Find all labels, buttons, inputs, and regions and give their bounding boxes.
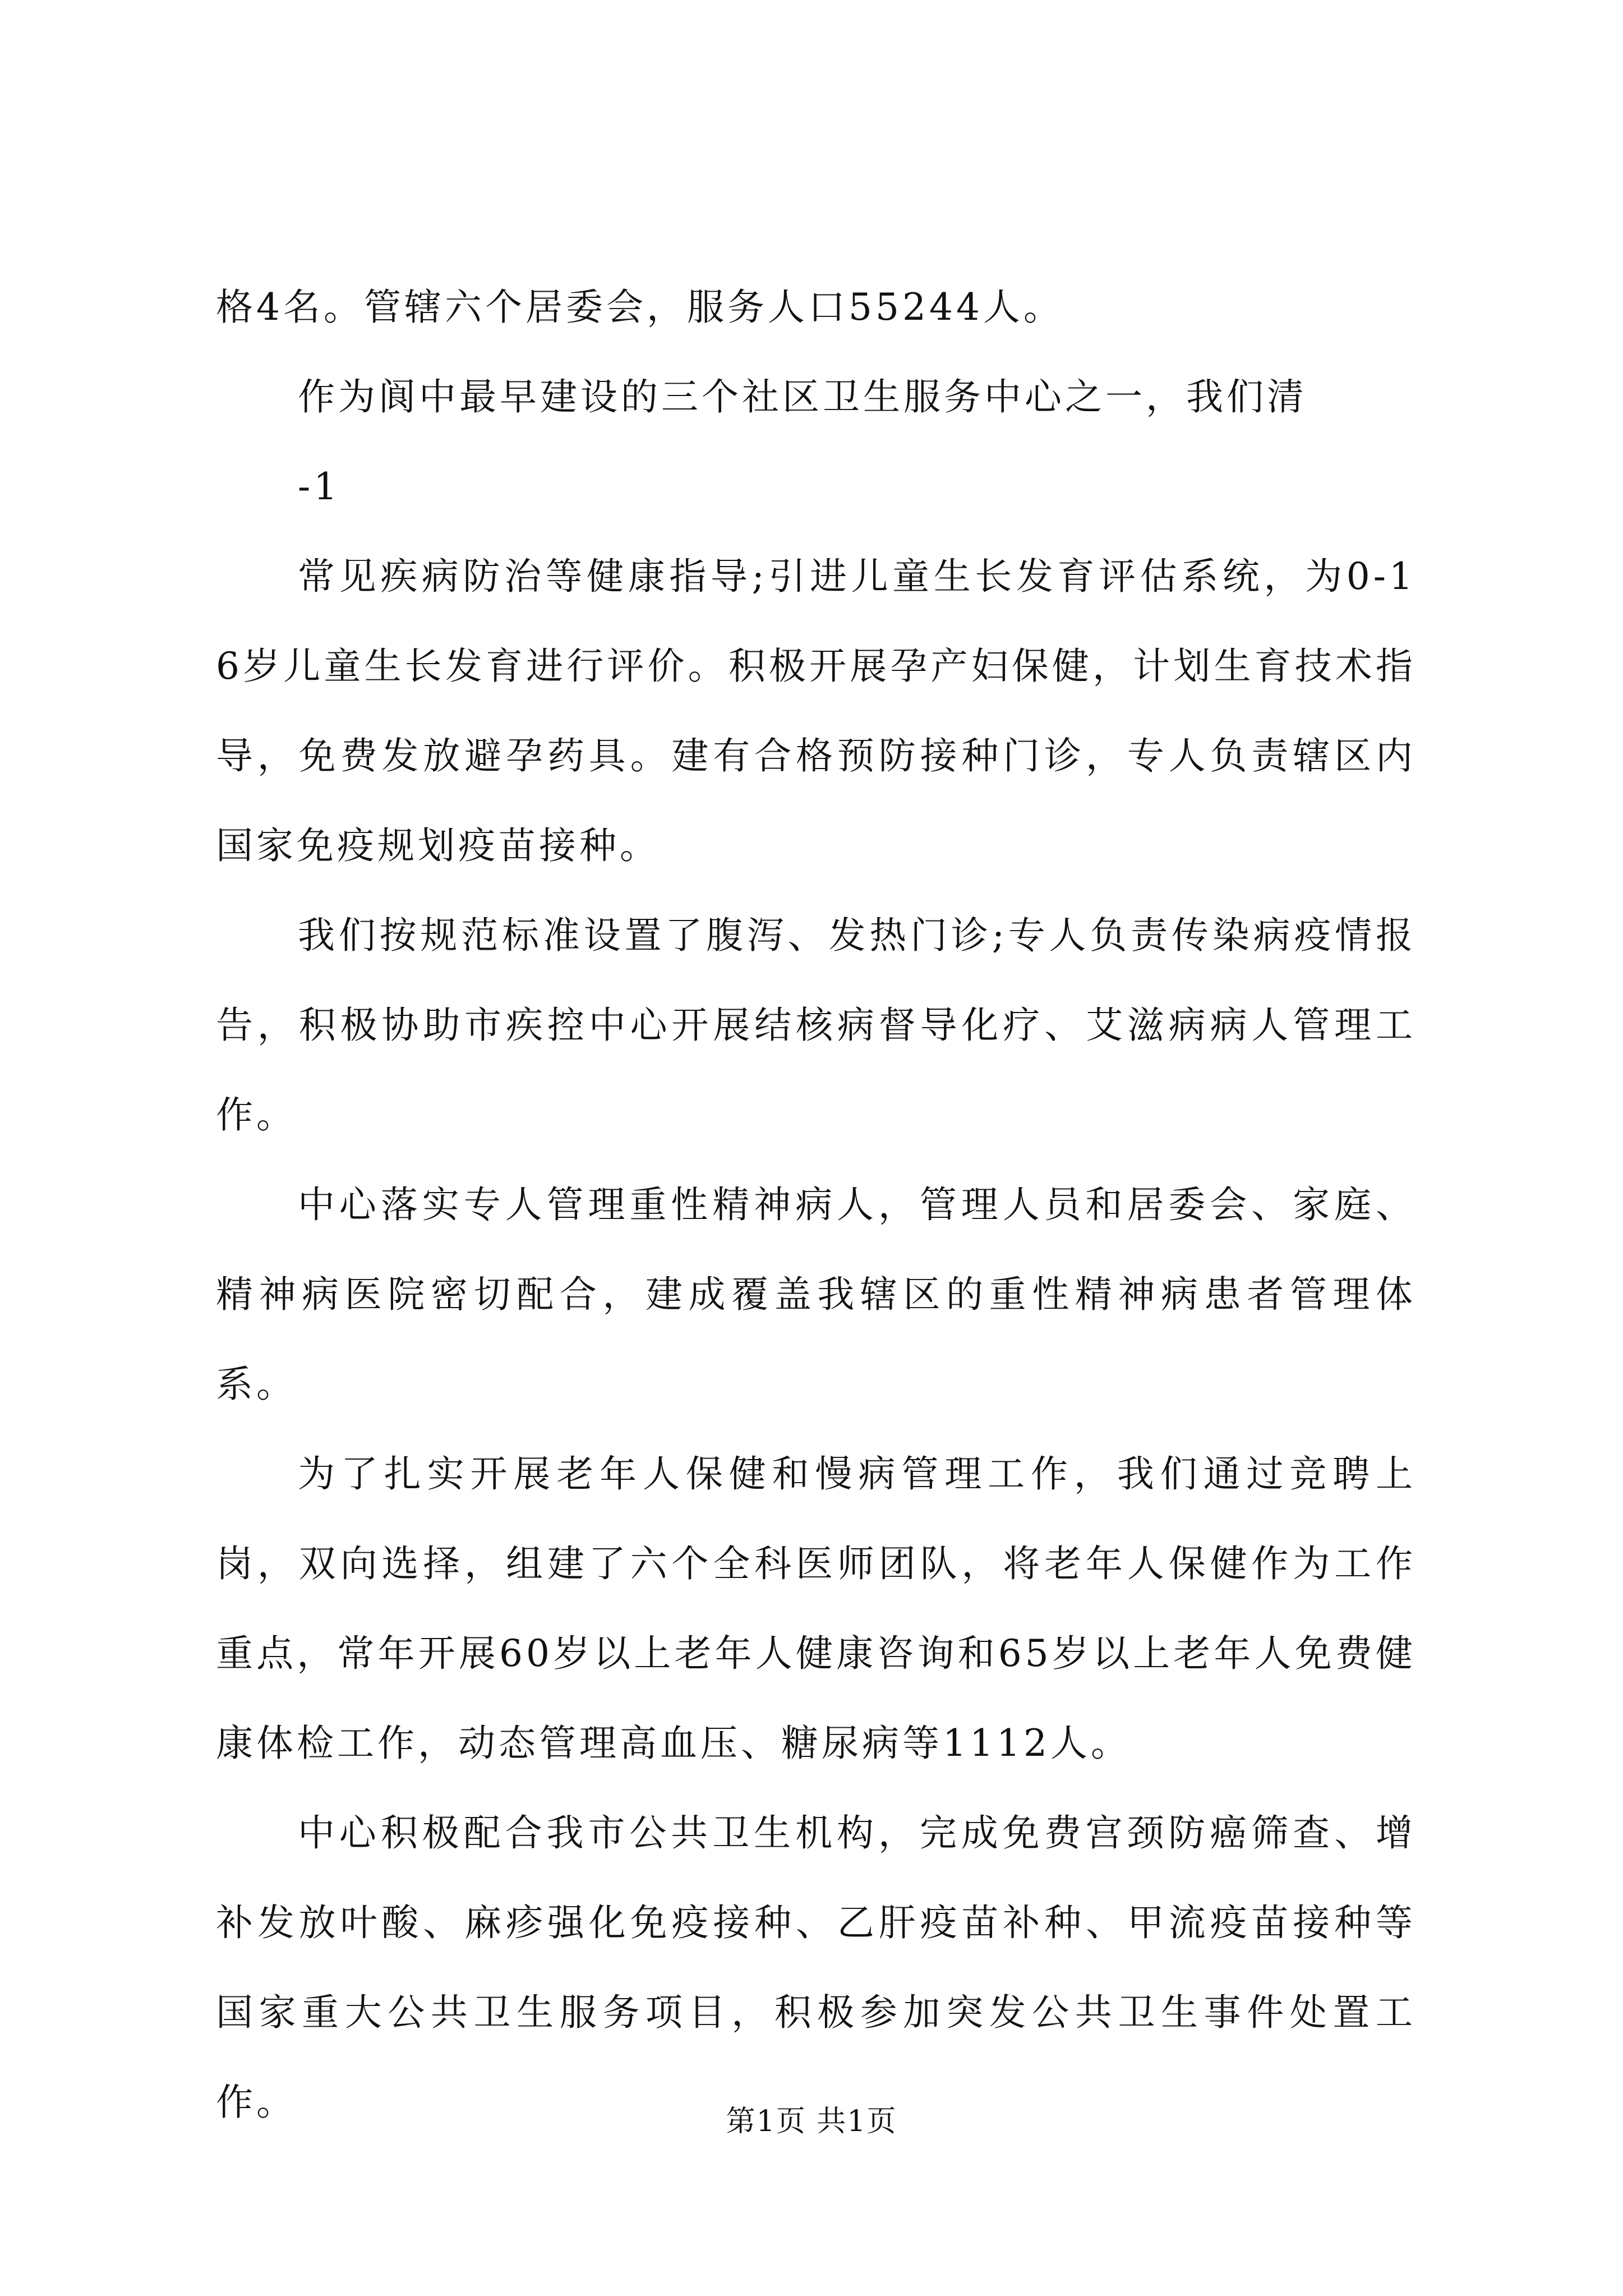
document-body [216,263,1416,2147]
paragraph-2: 作为阆中最早建设的三个社区卫生服务中心之一，我们清 [298,375,1307,418]
paragraph-8: 中心积极配合我市公共卫生机构，完成免费宫颈防癌筛查、增补发放叶酸、麻疹强化免疫接种、乙肝疫苗补种、甲流疫苗接种等国家重大公共卫生服务项目，积极参加突发公共卫生事件处置工作。 [216,1811,1416,2124]
paragraph-4: 常见疾病防治等健康指导;引进儿童生长发育评估系统，为0-16岁儿童生长发育进行评价。积极开展孕产妇保健，计划生育技术指导，免费发放避孕药具。建有合格预防接种门诊，专人负责辖区内国家免疫规划疫苗接种。 [216,555,1416,867]
page-footer [0,2099,1623,2144]
paragraph-1: 格4名。管辖六个居委会，服务人口55244人。 [216,286,1064,329]
paragraph-3: -1 [298,465,341,508]
page-number-label: 第1页 共1页 [726,2105,897,2138]
paragraph-6: 中心落实专人管理重性精神病人，管理人员和居委会、家庭、精神病医院密切配合，建成覆盖我辖区的重性精神病患者管理体系。 [216,1183,1416,1406]
paragraph-7: 为了扎实开展老年人保健和慢病管理工作，我们通过竞聘上岗，双向选择，组建了六个全科医师团队，将老年人保健作为工作重点，常年开展60岁以上老年人健康咨询和65岁以上老年人免费健康体检工作，动态管理高血压、糖尿病等1112人。 [216,1452,1416,1765]
paragraph-5: 我们按规范标准设置了腹泻、发热门诊;专人负责传染病疫情报告，积极协助市疾控中心开展结核病督导化疗、艾滋病病人管理工作。 [216,914,1416,1137]
